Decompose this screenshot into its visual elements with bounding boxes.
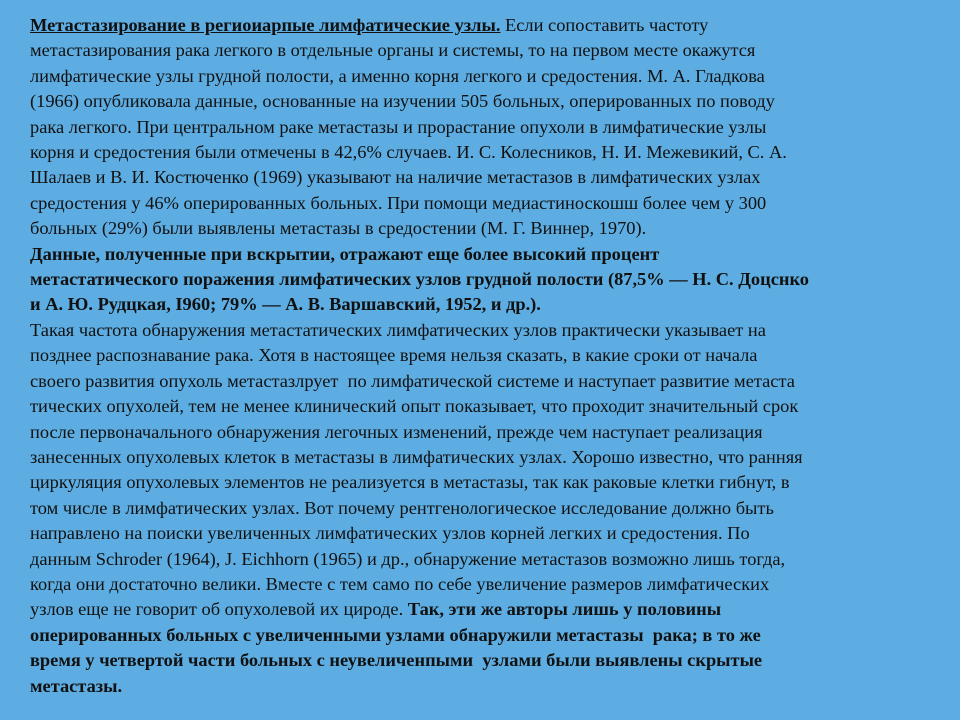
bold-text-segment: метастатического поражения лимфатических узлов грудной полости (87,5% — Н. С. Доцснко <box>30 269 809 290</box>
text-segment: лимфатические узлы грудной полости, а именно корня легкого и средостения. М. А. Гладкова <box>30 65 765 86</box>
bold-text-segment: Так, эти же авторы лишь у половины <box>407 599 722 620</box>
text-segment: своего развития опухоль метастазлрует по лимфатической системе и наступает развитие метаста <box>30 370 795 391</box>
text-line <box>0 267 925 292</box>
text-line <box>0 597 925 622</box>
slide-text-block <box>0 13 925 699</box>
text-segment: корня и средостения были отмечены в 42,6% случаев. И. С. Колесников, Н. И. Межевикий, С. А. <box>30 142 787 163</box>
text-segment: занесенных опухолевых клеток в метастазы в лимфатических узлах. Хорошо известно, что ранняя <box>30 446 803 467</box>
text-segment: Шалаев и В. И. Костюченко (1969) указывают на наличие метастазов в лимфатических узлах <box>30 167 761 188</box>
text-line <box>0 445 925 470</box>
text-line <box>0 216 925 241</box>
text-segment: тических опухолей, тем не менее клинический опыт показывает, что проходит значительный срок <box>30 396 799 417</box>
bold-text-segment: метастазы. <box>30 675 123 696</box>
text-segment: данным Schroder (1964), J. Eichhorn (1965) и др., обнаружение метастазов возможно лишь тогда, <box>30 548 786 569</box>
bold-text-segment: оперированных больных с увеличенными узлами обнаружили метастазы рака; в то же <box>30 624 761 645</box>
text-line <box>0 191 925 216</box>
text-segment: рака легкого. При центральном раке метастазы и прорастание опухоли в лимфатические узлы <box>30 116 767 137</box>
text-line <box>0 572 925 597</box>
text-line <box>0 165 925 190</box>
text-line <box>0 547 925 572</box>
text-line <box>0 674 925 699</box>
text-line <box>0 292 925 317</box>
text-segment: узлов еще не говорит об опухолевой их цироде. <box>30 599 408 620</box>
text-line <box>0 420 925 445</box>
text-line <box>0 369 925 394</box>
text-segment: том числе в лимфатических узлах. Вот почему рентгенологическое исследование должно быть <box>30 497 774 518</box>
text-segment: средостения у 46% оперированных больных. При помощи медиастиноскошш более чем у 300 <box>30 192 767 213</box>
bold-text-segment: время у четвертой части больных с неувеличенпыми узлами были выявлены скрытые <box>30 650 763 671</box>
text-segment: метастазирования рака легкого в отдельные органы и системы, то на первом месте окажутся <box>30 40 756 61</box>
text-line <box>0 140 925 165</box>
bold-text-segment: Данные, полученные при вскрытии, отражают еще более высокий процент <box>30 243 660 264</box>
text-segment: циркуляция опухолевых элементов не реализуется в метастазы, так как раковые клетки гибнут, в <box>30 472 790 493</box>
text-line <box>0 89 925 114</box>
text-line <box>0 394 925 419</box>
text-segment: (1966) опубликовала данные, основанные на изучении 505 больных, оперированных по поводу <box>30 91 775 112</box>
text-segment: позднее распознавание рака. Хотя в настоящее время нельзя сказать, в какие сроки от начала <box>30 345 758 366</box>
text-line <box>0 318 925 343</box>
text-line <box>0 496 925 521</box>
text-line <box>0 343 925 368</box>
text-line <box>0 623 925 648</box>
text-line <box>0 242 925 267</box>
text-segment: Такая частота обнаружения метастатических лимфатических узлов практически указывает на <box>30 319 766 340</box>
text-line <box>0 521 925 546</box>
text-line <box>0 13 925 38</box>
text-line <box>0 470 925 495</box>
text-line <box>0 115 925 140</box>
text-segment: после первоначального обнаружения легочных изменений, прежде чем наступает реализация <box>30 421 763 442</box>
bold-text-segment: и А. Ю. Рудцкая, I960; 79% — А. В. Варшавский, 1952, и др.). <box>30 294 541 315</box>
text-line <box>0 38 925 63</box>
section-heading: Метастазирование в региоиарпые лимфатические узлы. <box>30 15 501 35</box>
text-segment: больных (29%) были выявлены метастазы в средостении (М. Г. Виннер, 1970). <box>30 218 647 239</box>
text-line <box>0 648 925 673</box>
text-segment: когда они достаточно велики. Вместе с тем само по себе увеличение размеров лимфатических <box>30 573 770 594</box>
text-line <box>0 64 925 89</box>
text-segment: направлено на поиски увеличенных лимфатических узлов корней легких и средостения. По <box>30 523 750 544</box>
text-segment: Если сопоставить частоту <box>500 15 709 35</box>
